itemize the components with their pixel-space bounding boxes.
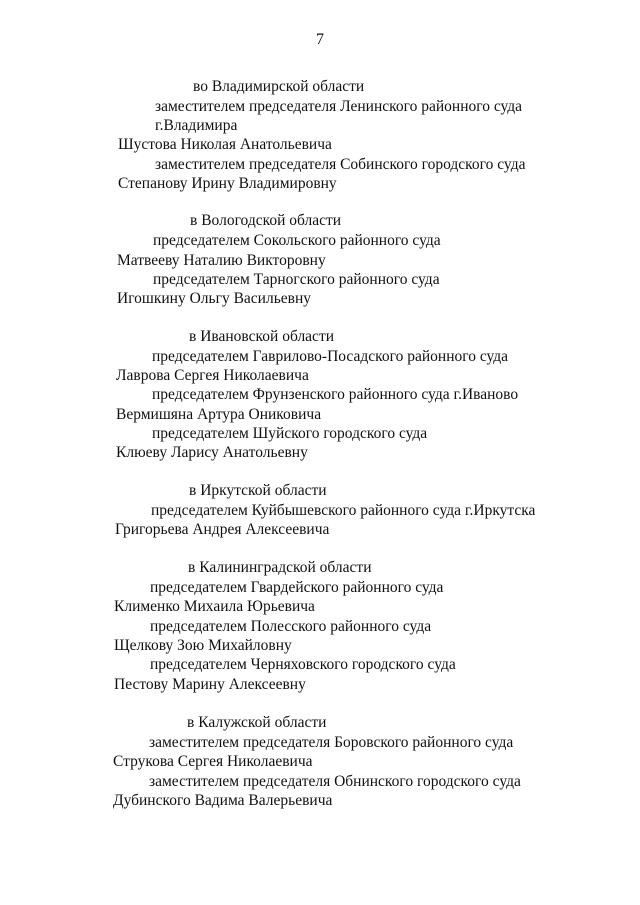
position-line: председателем Шуйского городского суда [152,425,428,442]
person-name: Шустова Николая Анатольевича [118,136,332,153]
person-name: Матвееву Наталию Викторовну [117,252,326,269]
position-line-continued: г.Владимира [155,117,238,134]
person-name: Клименко Михаила Юрьевича [114,598,315,615]
person-name: Вермишяна Артура Ониковича [116,406,322,423]
position-line: председателем Гвардейского районного суда [150,579,444,596]
position-line: председателем Тарногского районного суда [153,271,440,288]
position-line: заместителем председателя Собинского городского суда [155,156,526,173]
person-name: Степанову Ирину Владимировну [118,175,337,192]
person-name: Клюеву Ларису Анатольевну [116,444,308,461]
region-heading: в Вологодской области [190,212,342,229]
position-line: председателем Куйбышевского районного суда г.Иркутска [151,502,536,519]
person-name: Дубинского Вадима Валерьевича [113,792,333,809]
region-heading: в Калининградской области [188,559,372,576]
region-heading: в Калужской области [187,714,327,731]
position-line: председателем Черняховского городского суда [150,656,456,673]
region-heading: во Владимирской области [193,78,365,95]
position-line: председателем Полесского районного суда [150,618,432,635]
person-name: Щелкову Зою Михайловну [114,637,292,654]
position-line: заместителем председателя Ленинского районного суда [155,98,523,115]
position-line: заместителем председателя Боровского районного суда [149,734,514,751]
position-line: председателем Фрунзенского районного суда г.Иваново [152,386,519,403]
person-name: Пестову Марину Алексеевну [114,676,306,693]
position-line: председателем Сокольского районного суда [153,232,441,249]
region-heading: в Иркутской области [189,482,327,499]
position-line: заместителем председателя Обнинского городского суда [149,773,521,790]
person-name: Игошкину Ольгу Васильевну [117,290,312,307]
person-name: Струкова Сергея Николаевича [113,753,313,770]
person-name: Лаврова Сергея Николаевича [116,367,309,384]
position-line: председателем Гаврилово-Посадского районного суда [152,348,509,365]
region-heading: в Ивановской области [189,328,335,345]
page-number: 7 [316,31,324,48]
person-name: Григорьева Андрея Алексеевича [115,521,330,538]
